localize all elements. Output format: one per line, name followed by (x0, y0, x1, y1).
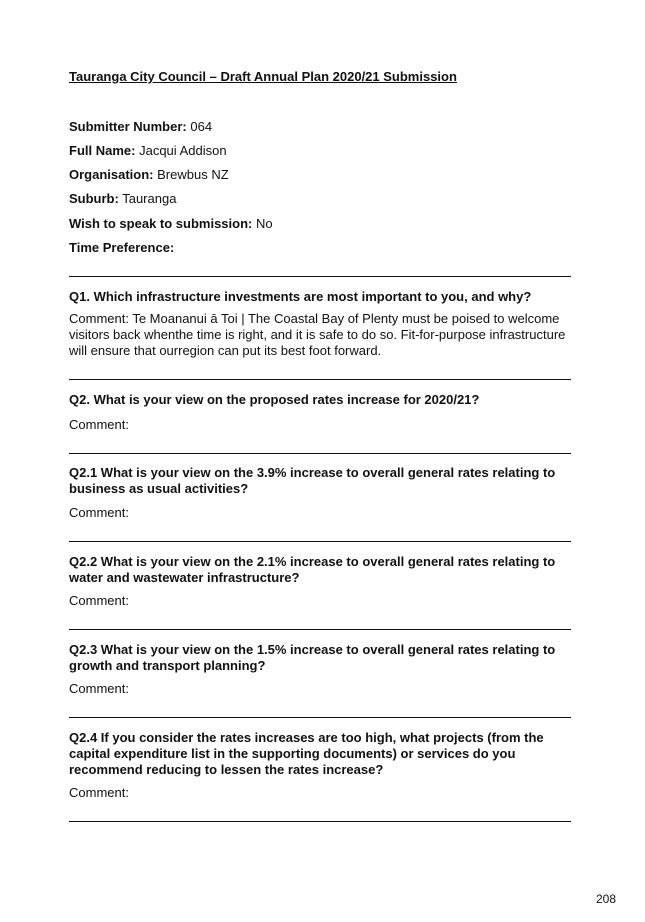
section-divider (69, 821, 571, 822)
page-number: 208 (596, 892, 617, 906)
time-preference-label: Time Preference: (69, 240, 175, 255)
question-q2-4: Q2.4 If you consider the rates increases are too high, what projects (from the capital expenditure list in the supporting documents) or services do you recommend reducing to lessen the rates increase? (69, 730, 544, 777)
full-name-label: Full Name: (69, 143, 136, 158)
comment-q2: Comment: (69, 417, 129, 432)
question-q2-3: Q2.3 What is your view on the 1.5% increase to overall general rates relating to growth and transport planning? (69, 642, 556, 673)
suburb-field (69, 191, 176, 206)
comment-q1: Comment: Te Moananui ā Toi | The Coastal Bay of Plenty must be poised to welcome visitors back whenthe time is right, and it is safe to do so. Fit-for-purpose infrastructure will ensure that ourregion can put its best foot forward. (69, 311, 566, 358)
organisation-field (69, 167, 229, 182)
section-divider (69, 541, 571, 542)
section-divider (69, 453, 571, 454)
organisation-value: Brewbus NZ (157, 167, 229, 182)
organisation-label: Organisation: (69, 167, 154, 182)
submitter-number-value: 064 (190, 119, 213, 134)
suburb-label: Suburb: (69, 191, 119, 206)
submitter-number-field (69, 119, 212, 134)
section-divider (69, 717, 571, 718)
question-q1: Q1. Which infrastructure investments are most important to you, and why? (69, 289, 532, 304)
question-q2-2: Q2.2 What is your view on the 2.1% increase to overall general rates relating to water and wastewater infrastructure? (69, 554, 556, 585)
section-divider (69, 629, 571, 630)
full-name-value: Jacqui Addison (139, 143, 227, 158)
question-q2: Q2. What is your view on the proposed rates increase for 2020/21? (69, 392, 480, 407)
document-title: Tauranga City Council – Draft Annual Plan 2020/21 Submission (69, 69, 457, 84)
speak-to-submission-value: No (255, 216, 273, 231)
suburb-value: Tauranga (122, 191, 177, 206)
submitter-number-label: Submitter Number: (69, 119, 187, 134)
comment-q2-3: Comment: (69, 681, 129, 696)
section-divider (69, 276, 571, 277)
question-q2-1: Q2.1 What is your view on the 3.9% increase to overall general rates relating to business as usual activities? (69, 465, 556, 496)
section-divider (69, 379, 571, 380)
comment-q2-2: Comment: (69, 593, 129, 608)
speak-to-submission-label: Wish to speak to submission: (69, 216, 253, 231)
time-preference-field (69, 240, 174, 255)
comment-q2-4: Comment: (69, 785, 129, 800)
comment-q2-1: Comment: (69, 505, 129, 520)
full-name-field (69, 143, 227, 158)
speak-to-submission-field (69, 216, 273, 231)
